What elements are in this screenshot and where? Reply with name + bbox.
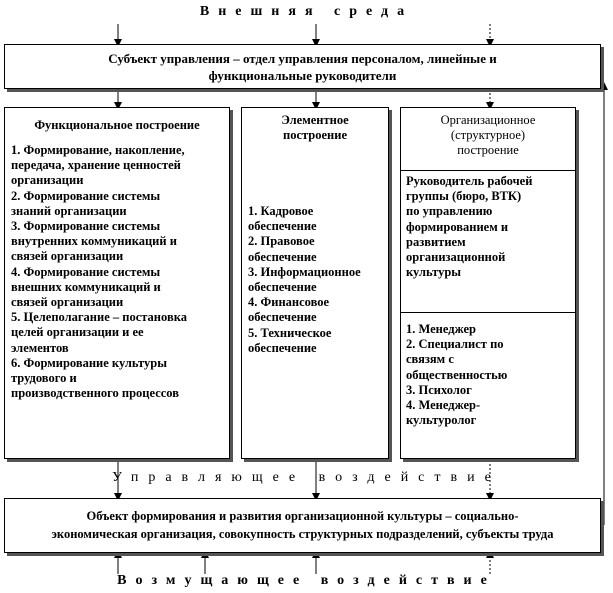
org-column — [400, 107, 576, 459]
object-line-2: экономическая организация, совокупность структурных подразделений, субъекты труда — [51, 527, 554, 541]
object-box — [4, 498, 601, 553]
control-action-label: Управляющее воздействие — [112, 470, 501, 485]
elemental-item: 1. Кадровое обеспечение — [248, 204, 317, 234]
org-divider-top — [401, 170, 575, 171]
functional-item: 1. Формирование, накопление, передача, хранение ценностей организации — [11, 143, 185, 188]
disturbing-action-label: Возмущающее воздействие — [117, 573, 496, 588]
subject-line-2: функциональные руководители — [208, 68, 397, 83]
elemental-items — [248, 204, 384, 356]
functional-column — [4, 107, 230, 459]
elemental-item: 5. Техническое обеспечение — [248, 325, 332, 355]
functional-item: 2. Формирование системы знаний организации — [11, 188, 161, 218]
elemental-column — [241, 107, 389, 459]
org-leader-text: Руководитель рабочей группы (бюро, ВТК) по управлению формированием и развитием организационной культуры — [406, 174, 533, 280]
org-item: 2. Специалист по связям с общественностью — [406, 337, 508, 382]
external-environment-label: Внешняя среда — [199, 4, 414, 19]
org-items — [406, 322, 572, 428]
org-item: 1. Менеджер — [406, 322, 476, 336]
elemental-item: 3. Информационное обеспечение — [248, 264, 361, 295]
functional-item: 5. Целеполагание – постановка целей организации и ее элементов — [11, 310, 187, 355]
subject-box — [4, 44, 601, 89]
functional-title: Функциональное построение — [34, 118, 200, 132]
org-title: Организационное (структурное) построение — [440, 113, 536, 157]
functional-items — [11, 143, 225, 401]
org-divider-bottom — [401, 312, 575, 313]
functional-item: 3. Формирование системы внутренних коммуникаций и связей организации — [11, 219, 177, 264]
elemental-title: Элементное построение — [281, 113, 349, 142]
org-item: 3. Психолог — [406, 382, 472, 397]
functional-item: 6. Формирование культуры трудового и производственного процессов — [11, 355, 179, 401]
object-line-1: Объект формирования и развития организационной культуры – социально- — [86, 509, 519, 523]
subject-line-1: Субъект управления – отдел управления персоналом, линейные и — [108, 51, 497, 66]
functional-item: 4. Формирование системы внешних коммуникаций и связей организации — [11, 264, 161, 310]
org-item: 4. Менеджер- культуролог — [406, 398, 481, 428]
elemental-item: 2. Правовое обеспечение — [248, 234, 317, 264]
elemental-item: 4. Финансовое обеспечение — [248, 295, 330, 325]
